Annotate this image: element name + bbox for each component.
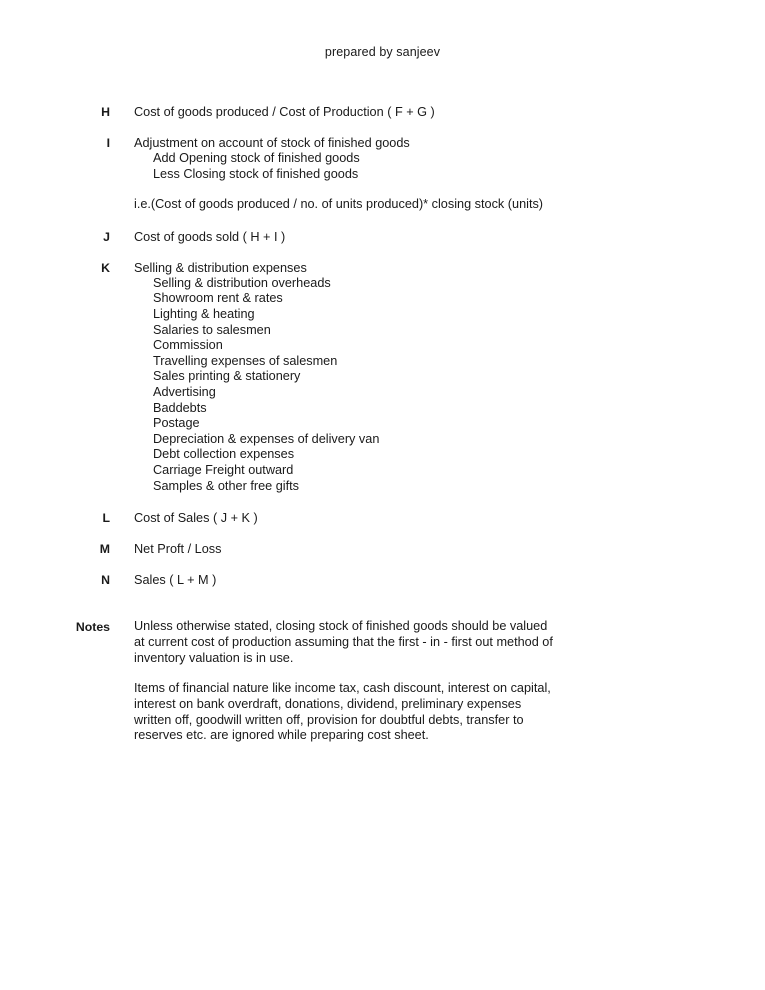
section-letter-l: L [102,511,110,526]
section-row-m [0,541,765,557]
section-title-n: Sales ( L + M ) [134,573,217,588]
section-subitems-i [134,151,543,182]
section-title-i: Adjustment on account of stock of finished goods [134,136,410,150]
notes-body [134,619,558,744]
list-item: Showroom rent & rates [153,291,283,306]
list-item: Add Opening stock of finished goods [153,151,360,165]
section-row-l [0,510,765,526]
section-row-h [0,104,765,120]
list-item: Samples & other free gifts [153,478,299,493]
section-body-i [134,135,543,213]
list-item: Travelling expenses of salesmen [153,353,338,368]
list-item: Depreciation & expenses of delivery van [153,431,380,446]
list-item: Salaries to salesmen [153,322,271,337]
section-letter-k: K [101,260,110,275]
list-item: Sales printing & stationery [153,369,301,384]
section-body-m [134,541,221,557]
list-item: Baddebts [153,400,207,415]
section-letter-h: H [101,105,110,119]
section-body-j [134,229,285,245]
notes-paragraph: Items of financial nature like income tax, cash discount, interest on capital, interest on bank overdraft, donations, dividend, preliminary expenses written off, goodwill written off, provision for doubtful debts, transfer to reserves etc. are ignored while preparing cost sheet. [134,681,551,743]
notes-paragraph: Unless otherwise stated, closing stock of finished goods should be valued at current cost of production assuming that the first - in - first out method of inventory valuation is in use. [134,619,553,665]
section-row-k [0,260,765,494]
list-item: Selling & distribution overheads [153,275,331,290]
section-body-l [134,510,258,526]
list-item: Postage [153,416,200,431]
section-title-j: Cost of goods sold ( H + I ) [134,229,286,244]
section-title-h: Cost of goods produced / Cost of Production ( F + G ) [134,105,435,119]
list-item: Lighting & heating [153,306,255,321]
section-title-l: Cost of Sales ( J + K ) [134,511,258,526]
section-row-j [0,229,765,245]
section-letter-j: J [103,229,110,244]
section-row-i [0,135,765,213]
list-item: Carriage Freight outward [153,462,294,477]
list-item: Debt collection expenses [153,447,295,462]
list-item: Advertising [153,384,216,399]
notes-row [0,619,765,744]
page-header-text: prepared by sanjeev [324,45,441,59]
section-row-n [0,572,765,588]
cost-sheet-content [0,104,765,744]
section-letter-m: M [99,542,110,557]
section-title-k: Selling & distribution expenses [134,260,307,275]
list-item: Less Closing stock of finished goods [153,166,359,181]
section-subitems-k [134,276,379,494]
section-body-n [134,572,216,588]
section-letter-i: I [106,136,110,150]
list-item: Commission [153,338,223,353]
section-title-m: Net Proft / Loss [134,542,222,557]
notes-label: Notes [75,620,110,635]
section-extra-i: i.e.(Cost of goods produced / no. of units produced)* closing stock (units) [134,197,544,212]
section-body-k [134,260,379,494]
section-letter-n: N [101,573,110,588]
section-body-h [134,104,435,120]
